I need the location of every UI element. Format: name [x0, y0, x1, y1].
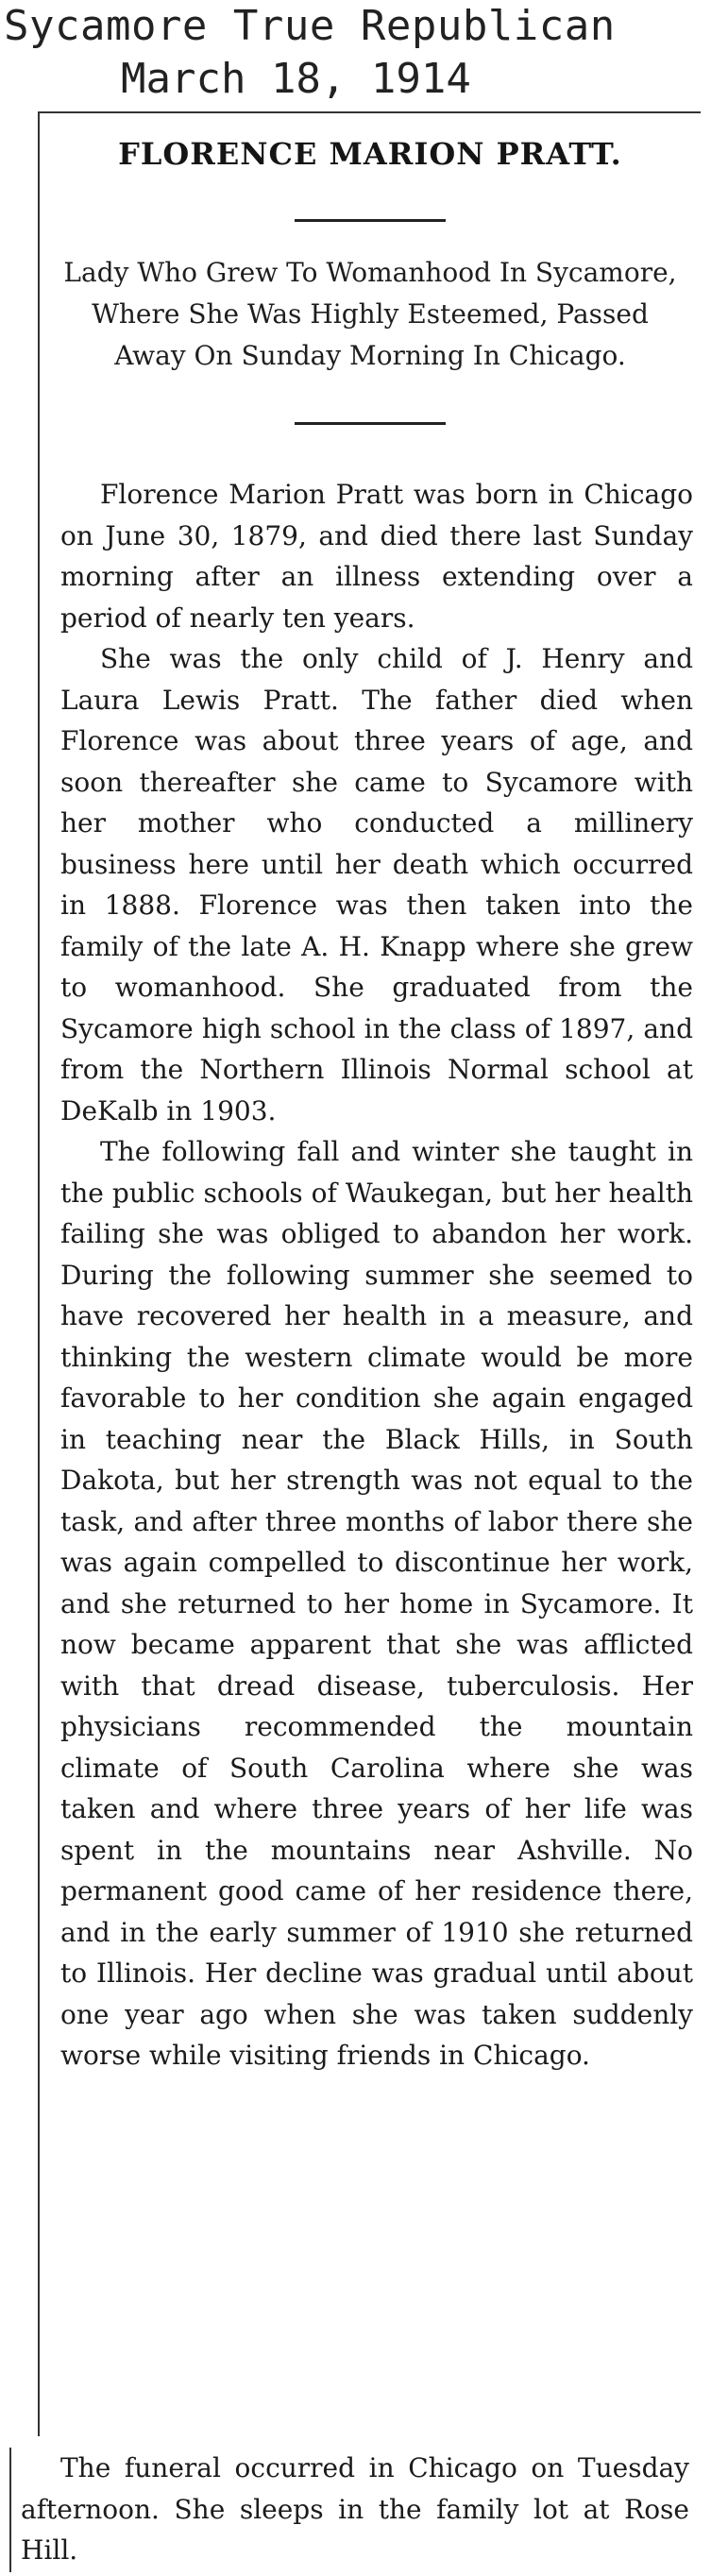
clipping-header: [0, 0, 711, 109]
newspaper-name: Sycamore True Republican: [4, 2, 616, 50]
subheading-divider: [295, 422, 446, 425]
paragraph-family: She was the only child of J. Henry and Laura Lewis Pratt. The father died when Florence was about three years of age, and soon thereafter she came to Sycamore with her mother who conducted a millinery business here until her death which occurred in 1888. Florence was then taken into the family of the late A. H. Knapp where she grew to womanhood. She graduated from the Sycamore high school in the class of 1897, and from the Northern Illinois Normal school at DeKalb in 1903.: [60, 643, 693, 1127]
article-subheading: Lady Who Grew To Womanhood In Sycamore, Where She Was Highly Esteemed, Passed Away On Sunday Morning In Chicago.: [63, 257, 677, 371]
obituary-column: [38, 111, 701, 2436]
article-body: [60, 474, 693, 2076]
funeral-notice: [9, 2448, 689, 2572]
article-title: FLORENCE MARION PRATT.: [118, 136, 622, 172]
paragraph-funeral: The funeral occurred in Chicago on Tuesday afternoon. She sleeps in the family lot at Rose Hill.: [21, 2452, 689, 2566]
paragraph-birth: Florence Marion Pratt was born in Chicago on June 30, 1879, and died there last Sunday morning after an illness extending over a period of nearly ten years.: [60, 479, 693, 634]
title-divider: [295, 219, 446, 222]
publication-date: March 18, 1914: [121, 55, 471, 103]
paragraph-illness: The following fall and winter she taught in the public schools of Waukegan, but her health failing she was obliged to abandon her work. During the following summer she seemed to have recovered her health in a measure, and thinking the western climate would be more favorable to her condition she again engaged in teaching near the Black Hills, in South Dakota, but her strength was not equal to the task, and after three months of labor there she was again compelled to discontinue her work, and she returned to her home in Sycamore. It now became apparent that she was afflicted with that dread disease, tuberculosis. Her physicians recommended the mountain climate of South Carolina where she was taken and where three years of her life was spent in the mountains near Ashville. No permanent good came of her residence there, and in the early summer of 1910 she returned to Illinois. Her decline was gradual until about one year ago when she was taken suddenly worse while visiting friends in Chicago.: [60, 1136, 693, 2071]
